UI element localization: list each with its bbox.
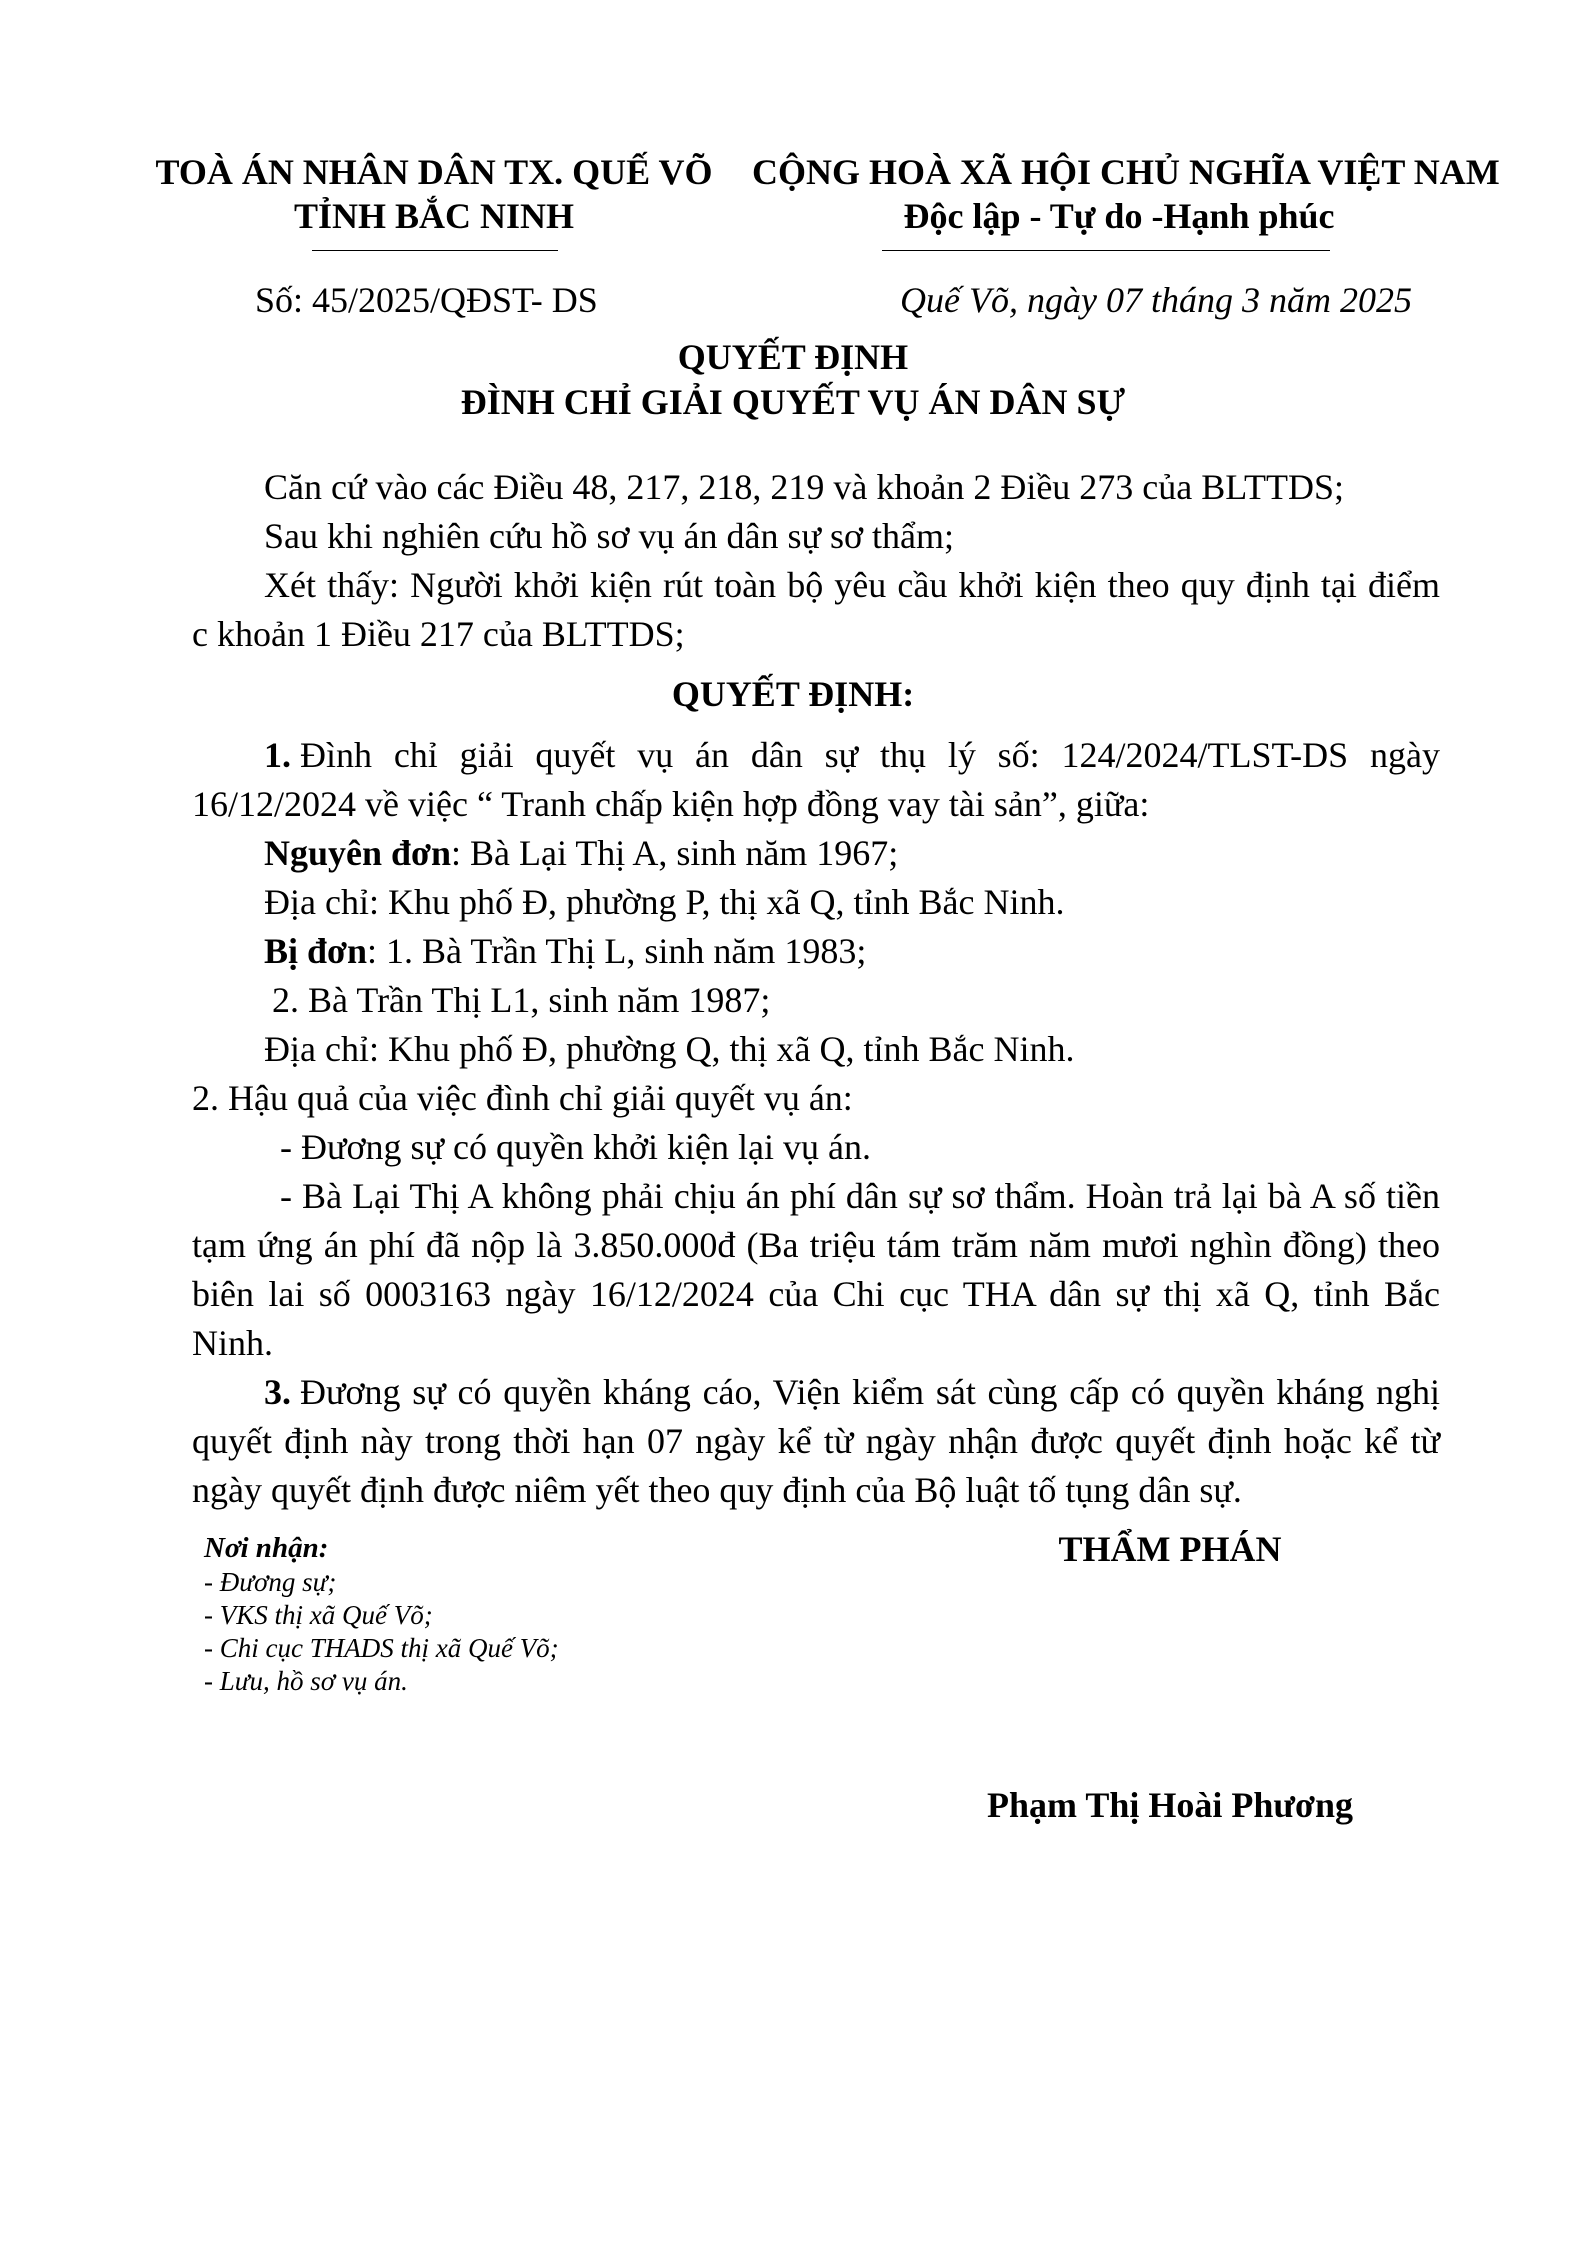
item3-number: 3. <box>264 1372 291 1412</box>
place-date: Quế Võ, ngày 07 tháng 3 năm 2025 <box>900 280 1412 320</box>
item2-bullet2-cont3: Ninh. <box>192 1323 273 1363</box>
recipient-item: - Đương sự; <box>204 1567 337 1597</box>
recipient-item: - Chi cục THADS thị xã Quế Võ; <box>204 1633 559 1663</box>
plaintiff-value: : Bà Lại Thị A, sinh năm 1967; <box>451 833 899 873</box>
recipients-heading: Nơi nhận: <box>204 1532 329 1564</box>
document-subtitle: ĐÌNH CHỈ GIẢI QUYẾT VỤ ÁN DÂN SỰ <box>460 382 1126 422</box>
national-motto: Độc lập - Tự do -Hạnh phúc <box>903 196 1335 236</box>
plaintiff-line <box>264 829 898 878</box>
document-title: QUYẾT ĐỊNH <box>677 337 909 377</box>
plaintiff-label: Nguyên đơn <box>264 833 451 873</box>
defendant-value: : 1. Bà Trần Thị L, sinh năm 1983; <box>367 931 867 971</box>
plaintiff-address: Địa chỉ: Khu phố Đ, phường P, thị xã Q, tỉnh Bắc Ninh. <box>264 882 1065 922</box>
defendant-label: Bị đơn <box>264 931 367 971</box>
preamble-consideration-cont: c khoản 1 Điều 217 của BLTTDS; <box>192 614 685 654</box>
court-name: TOÀ ÁN NHÂN DÂN TX. QUẾ VÕ <box>155 152 713 192</box>
defendant-line <box>264 927 866 976</box>
court-province: TỈNH BẮC NINH <box>293 196 575 236</box>
item2-bullet2-cont2: biên lai số 0003163 ngày 16/12/2024 của Chi cục THA dân sự thị xã Q, tỉnh Bắc <box>192 1274 1440 1314</box>
decision-heading: QUYẾT ĐỊNH: <box>671 674 915 714</box>
preamble-research: Sau khi nghiên cứu hồ sơ vụ án dân sự sơ thẩm; <box>264 516 955 556</box>
recipient-item: - Lưu, hồ sơ vụ án. <box>204 1666 408 1696</box>
item2-bullet1: - Đương sự có quyền khởi kiện lại vụ án. <box>280 1127 871 1167</box>
item2-heading: 2. Hậu quả của việc đình chỉ giải quyết vụ án: <box>192 1078 853 1118</box>
defendant-2: 2. Bà Trần Thị L1, sinh năm 1987; <box>272 980 771 1020</box>
recipient-item: - VKS thị xã Quế Võ; <box>204 1600 433 1630</box>
item3-text: Đương sự có quyền kháng cáo, Viện kiểm sát cùng cấp có quyền kháng nghị <box>300 1372 1440 1412</box>
item2-bullet2: - Bà Lại Thị A không phải chịu án phí dân sự sơ thẩm. Hoàn trả lại bà A số tiền <box>280 1176 1440 1216</box>
preamble-legal-basis: Căn cứ vào các Điều 48, 217, 218, 219 và khoản 2 Điều 273 của BLTTDS; <box>264 467 1344 507</box>
item3-text-cont1: quyết định này trong thời hạn 07 ngày kể từ ngày nhận được quyết định hoặc kể từ <box>192 1421 1440 1461</box>
national-title: CỘNG HOÀ XÃ HỘI CHỦ NGHĨA VIỆT NAM <box>752 152 1500 192</box>
item1-number: 1. <box>264 735 291 775</box>
item2-bullet2-cont1: tạm ứng án phí đã nộp là 3.850.000đ (Ba triệu tám trăm năm mươi nghìn đồng) theo <box>192 1225 1440 1265</box>
item1-text: Đình chỉ giải quyết vụ án dân sự thụ lý số: 124/2024/TLST-DS ngày <box>300 735 1440 775</box>
signer-role: THẨM PHÁN <box>1058 1529 1282 1569</box>
item1-text-cont: 16/12/2024 về việc “ Tranh chấp kiện hợp đồng vay tài sản”, giữa: <box>192 784 1150 824</box>
decision-number: Số: 45/2025/QĐST- DS <box>255 280 598 320</box>
defendant-address: Địa chỉ: Khu phố Đ, phường Q, thị xã Q, tỉnh Bắc Ninh. <box>264 1029 1075 1069</box>
item3-text-cont2: ngày quyết định được niêm yết theo quy định của Bộ luật tố tụng dân sự. <box>192 1470 1242 1510</box>
recipients <box>204 1530 559 1698</box>
motto-underline <box>882 250 1330 251</box>
preamble-consideration: Xét thấy: Người khởi kiện rút toàn bộ yêu cầu khởi kiện theo quy định tại điểm <box>264 565 1440 605</box>
court-underline <box>312 250 558 251</box>
signer-name: Phạm Thị Hoài Phương <box>987 1785 1353 1825</box>
